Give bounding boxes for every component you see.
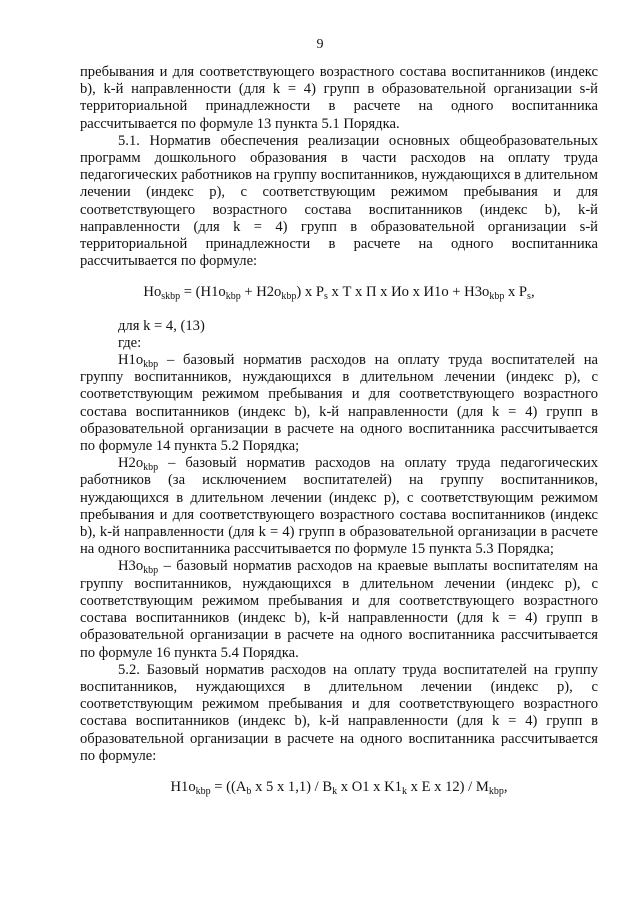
page-number: 9 <box>316 37 324 52</box>
definition-h2o: $Н2о_{kbp}$ – базовый норматив расходов на оплату труда педагогических работников (за исключением воспитателей) на группу воспитанников, нуждающихся в длительном лечении (индекс p), с соответствующим режимом пребывания и для соответствующего возрастного состава воспитанников (индекс b), k-й направленности (для k = 4) групп в образовательной организации в расчете на одного воспитанника рассчитывается по формуле 15 пункта 5.3 Порядка; <box>80 455 598 558</box>
paragraph-5-2: 5.2. Базовый норматив расходов на оплату труда воспитателей на группу воспитанников, нуждающихся в длительном лечении (индекс p), с соответствующим режимом пребывания и для соответствующего возрастного состава воспитанников (индекс b), k-й направленности (для k = 4) групп в образовательной организации в расчете на одного воспитанника рассчитывается по формуле: <box>80 661 598 764</box>
where-label: где: <box>118 334 142 351</box>
formula-13: $Но_{skbp} = (Н1о_{kbp} + Н2о_{kbp})$ x $P_s$ x Т x П x Ио x $И1о + Н3о_{kbp}$ x $P_s$, <box>143 284 535 303</box>
definition-h3o: $Н3о_{kbp}$ – базовый норматив расходов на краевые выплаты воспитателям на группу воспитанников, нуждающихся в длительном лечении (индекс p), с соответствующим режимом пребывания и для соответствующего возрастного состава воспитанников (индекс b), k-й направленности (для k = 4) групп в образовательной организации в расчете на одного воспитанника рассчитывается по формуле 16 пункта 5.4 Порядка. <box>80 558 598 661</box>
formula-condition: для k = 4, (13) <box>118 317 205 334</box>
definition-h1o: $Н1о_{kbp}$ – базовый норматив расходов на оплату труда воспитателей на группу воспитанников, нуждающихся в длительном лечении (индекс p), с соответствующим режимом пребывания и для соответствующего возрастного состава воспитанников (индекс b), k-й направленности (для k = 4) групп в образовательной организации в расчете на одного воспитанника рассчитывается по формуле 14 пункта 5.2 Порядка; <box>80 352 598 455</box>
paragraph-5-1: 5.1. Норматив обеспечения реализации основных общеобразовательных программ дошкольного образования в части расходов на оплату труда педагогических работников на группу воспитанников, нуждающихся в длительном лечении (индекс p), с соответствующим режимом пребывания и для соответствующего возрастного состава воспитанников (индекс b), k-й направленности (для k = 4) групп в образовательной организации s-й территориальной принадлежности в расчете на одного воспитанника рассчитывается по формуле: <box>80 132 598 270</box>
document-body <box>80 64 598 796</box>
formula-14: $Н1о_{kbp} = ((A_b$ x 5 x $1,1) / B_k$ x O1 x $K1_k$ x E x $12) / M_{kbp}$, <box>170 778 508 797</box>
paragraph-continuation: пребывания и для соответствующего возрастного состава воспитанников (индекс b), k-й направленности (для k = 4) групп в образовательной организации s-й территориальной принадлежности в расчете на одного воспитанника рассчитывается по формуле 13 пункта 5.1 Порядка. <box>80 64 598 132</box>
